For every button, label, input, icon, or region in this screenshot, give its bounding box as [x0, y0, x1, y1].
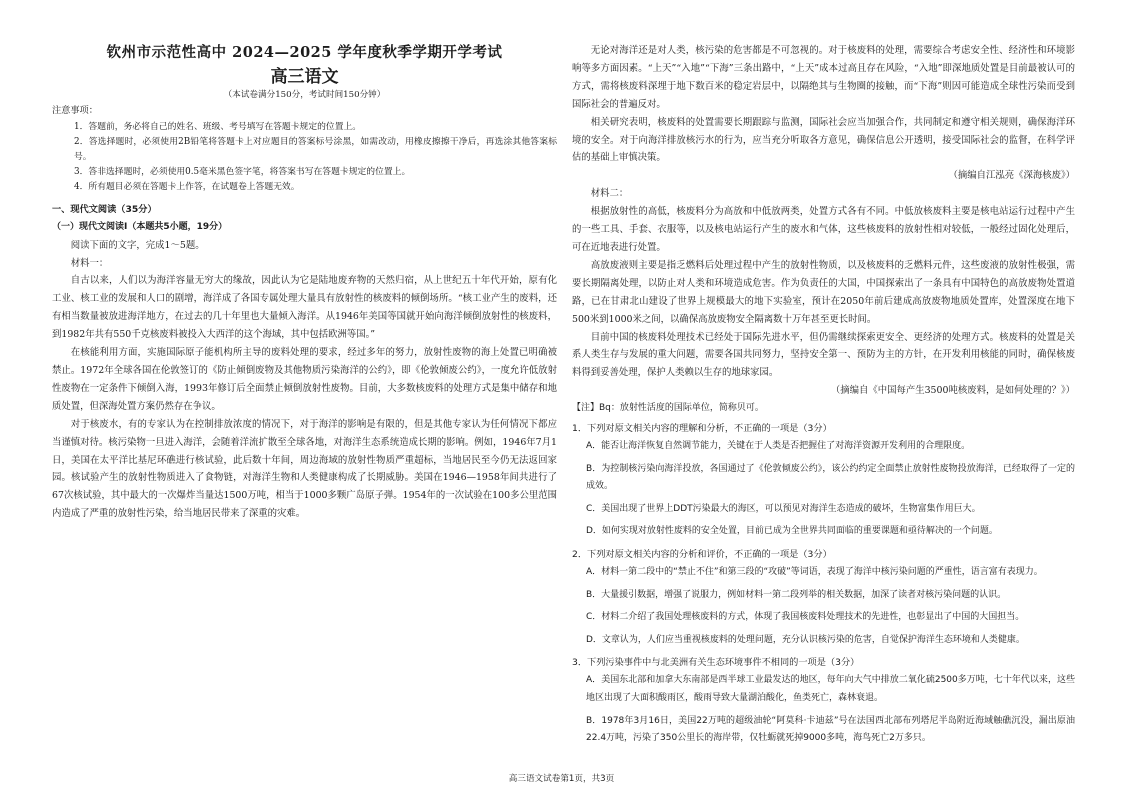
- footnote: 【注】Bq：放射性活度的国际单位，简称贝可。: [572, 403, 764, 414]
- material1-label: 材料一：: [70, 257, 109, 269]
- question-option: A．能否让海洋恢复自然调节能力，关键在于人类是否把握住了对海洋资源开发利用的合理限度。: [586, 441, 971, 452]
- score-note: （本试卷满分150分，考试时间150分钟）: [223, 89, 386, 100]
- question-option: A．材料一第二段中的“禁止不住”和第三段的“攻破”等词语，表现了海洋中核污染问题的严重性，语言富有表现力。: [586, 567, 1043, 577]
- notice-item: 1．答题前，务必将自己的姓名、班级、考号填写在答题卡规定的位置上。: [74, 121, 362, 132]
- subject-title: 高三语文: [270, 66, 339, 87]
- material1-paragraph: 在核能利用方面，实施国际原子能机构所主导的废料处理的要求，经过多年的努力，放射性废物的海上处置已明确被禁止。1972年全球各国在伦敦签订的《防止倾倒废物及其他物质污染海洋的公约》，即《伦敦倾废公约》，一度允许低放射性废物在一定条件下倾倒入海，1993年修订后全面禁止倾倒放射性废物。目前，大多数核废料的处理方式是集中储存和地质处置，但深海处置方案仍然存在争议。: [52, 347, 557, 412]
- question-option: B．大量援引数据，增强了说服力，例如材料一第二段列举的相关数据，加深了读者对核污染问题的认识。: [586, 589, 1007, 600]
- question-option: D．如何实现对放射性废料的安全处置，目前已成为全世界共同面临的重要课题和亟待解决的一个问题。: [586, 526, 998, 537]
- question-option: A．美国东北部和加拿大东南部是西半球工业最发达的地区，每年向大气中排放二氧化硫2500多万吨，七十年代以来，这些地区出现了大面积酸雨区，酸雨导致大量湖泊酸化，鱼类死亡，森林衰退。: [586, 675, 1075, 703]
- question-option: C．美国出现了世界上DDT污染最大的海区，可以预见对海洋生态造成的破坏，生物富集作用巨大。: [586, 503, 981, 514]
- section-title: 一、现代文阅读（35分）: [52, 203, 157, 215]
- notice-item: 2．答选择题时，必须使用2B铅笔将答题卡上对应题目的答案标号涂黑，如需改动，用橡皮擦擦干净后，再选涂其他答案标号。: [74, 136, 557, 162]
- subsection-title: （一）现代文阅读Ⅰ（本题共5小题，19分）: [52, 221, 228, 232]
- question-option: D．文章认为，人们应当重视核废料的处理问题，充分认识核污染的危害，自觉保护海洋生态环境和人类健康。: [586, 634, 1025, 645]
- material1-source: （摘编自江泓亮《深海核废》）: [948, 170, 1075, 182]
- material1-paragraph: 相关研究表明，核废料的处置需要长期跟踪与监测，国际社会应当加强合作，共同制定和遵守相关规则，确保海洋环境的安全。对于向海洋排放核污水的行为，应当充分听取各方意见，确保信息公开透明，接受国际社会的监督，在科学评估的基础上审慎决策。: [572, 116, 1075, 164]
- material2-paragraph: 高放废液则主要是指乏燃料后处理过程中产生的放射性物质，以及核废料的乏燃料元件，这些废液的放射性极强，需要长期隔离处理，以防止对人类和环境造成危害。作为负责任的大国，中国探索出了一条具有中国特色的高放废物处置道路，已在甘肃北山建设了世界上规模最大的地下实验室，预计在2050年前后建成高放废物地质处置库，处置深度在地下500米到1000米之间，以确保高放废物安全隔离数十万年甚至更长时间。: [572, 259, 1075, 325]
- right-column: [572, 42, 1075, 753]
- question-option: C．材料二介绍了我国处理核废料的方式，体现了我国核废料处理技术的先进性，也彰显出了中国的大国担当。: [586, 612, 1025, 623]
- material2-source: （摘编自《中国每产生3500吨核废料，是如何处理的？》）: [830, 385, 1075, 397]
- question-stem: 1．下列对原文相关内容的理解和分析，不正确的一项是（3分）: [572, 423, 832, 435]
- notice-item: 4．所有题目必须在答题卡上作答，在试题卷上答题无效。: [74, 181, 300, 192]
- reading-instruction: 阅读下面的文字，完成1～5题。: [70, 239, 205, 251]
- question-option: B．为控制核污染向海洋投放，各国通过了《伦敦倾废公约》，该公约约定全面禁止放射性废物投放海洋，已经取得了一定的成效。: [586, 463, 1075, 492]
- material2-label: 材料二：: [590, 188, 629, 200]
- question-stem: 3．下列污染事件中与北美洲有关生态环境事件不相同的一项是（3分）: [572, 657, 860, 669]
- material2-paragraph: 目前中国的核废料处理技术已经处于国际先进水平，但仍需继续探索更安全、更经济的处理方式。核废料的处置是关系人类生存与发展的重大问题，需要各国共同努力，坚持安全第一、预防为主的方针，在开发利用核能的同时，确保核废料得到妥善处理，保护人类赖以生存的地球家园。: [572, 331, 1075, 379]
- question-option: B．1978年3月16日，美国22万吨的超级油轮“阿莫科·卡迪兹”号在法国西北部布列塔尼半岛附近海域触礁沉没，漏出原油22.4万吨，污染了350公里长的海岸带，仅牡蛎就死掉9000多吨，海鸟死亡2万多只。: [586, 715, 1075, 744]
- material1-paragraph: 自古以来，人们以为海洋容量无穷大的缘故，因此认为它是陆地废弃物的天然归宿，从上世纪五十年代开始，原有化工业、核工业的发展和人口的剧增，海洋成了各国专属处理大量具有放射性的核废料的倾倒场所。“核工业产生的废料，还有相当数量被放进海洋地方，在过去的几十年里也大量倾入海洋。从1946年美国等国就开始向海洋倾倒放射性的核废料，到1982年共有550千克核废料被投入大西洋的这个海域，其中包括欧洲等国。”: [52, 275, 557, 341]
- page-footer: 高三语文试卷第1页，共3页: [508, 774, 615, 784]
- left-column: [52, 38, 557, 523]
- material1-paragraph: 无论对海洋还是对人类，核污染的危害都是不可忽视的。对于核废料的处理，需要综合考虑安全性、经济性和环境影响等多方面因素。“上天”“入地”“下海”三条出路中，“上天”成本过高且存在风险，“入地”即深地质处置是目前最被认可的方式，需将核废料深埋于地下数百米的稳定岩层中，以隔绝其与生物圈的接触，而“下海”则因可能造成全球性污染而受到国际社会的普遍反对。: [572, 45, 1075, 110]
- question-stem: 2．下列对原文相关内容的分析和评价，不正确的一项是（3分）: [572, 549, 832, 560]
- notice-item: 3．答非选择题时，必须使用0.5毫米黑色签字笔，将答案书写在答题卡规定的位置上。: [74, 166, 411, 177]
- exam-title: 钦州市示范性高中 2024—2025 学年度秋季学期开学考试: [106, 44, 503, 61]
- material1-paragraph: 对于核废水，有的专家认为在控制排放浓度的情况下，对于海洋的影响是有限的，但是其他专家认为任何情况下都应当谨慎对待。核污染物一旦进入海洋，会随着洋流扩散至全球各地，对海洋生态系统造成长期的影响。例如，1946年7月1日，美国在太平洋比基尼环礁进行核试验，此后数十年间，周边海域的放射性物质严重超标，当地居民至今仍无法返回家园。核试验产生的放射性物质进入了食物链，对海洋生物和人类健康构成了长期威胁。美国在1946—1958年间共进行了67次核试验，其中最大的一次爆炸当量达1500万吨，相当于1000多颗广岛原子弹。1954年的一次试验在100多公里范围内造成了严重的放射性污染，给当地居民带来了深重的灾难。: [52, 418, 557, 520]
- material2-paragraph: 根据放射性的高低，核废料分为高放和中低放两类，处置方式各有不同。中低放核废料主要是核电站运行过程中产生的一些工具、手套、衣服等，以及核电站运行产生的废水和气体，这些核废料的放射性相对较低，一般经过固化处理后，可在近地表进行处置。: [572, 206, 1075, 253]
- notice-heading: 注意事项：: [52, 104, 98, 116]
